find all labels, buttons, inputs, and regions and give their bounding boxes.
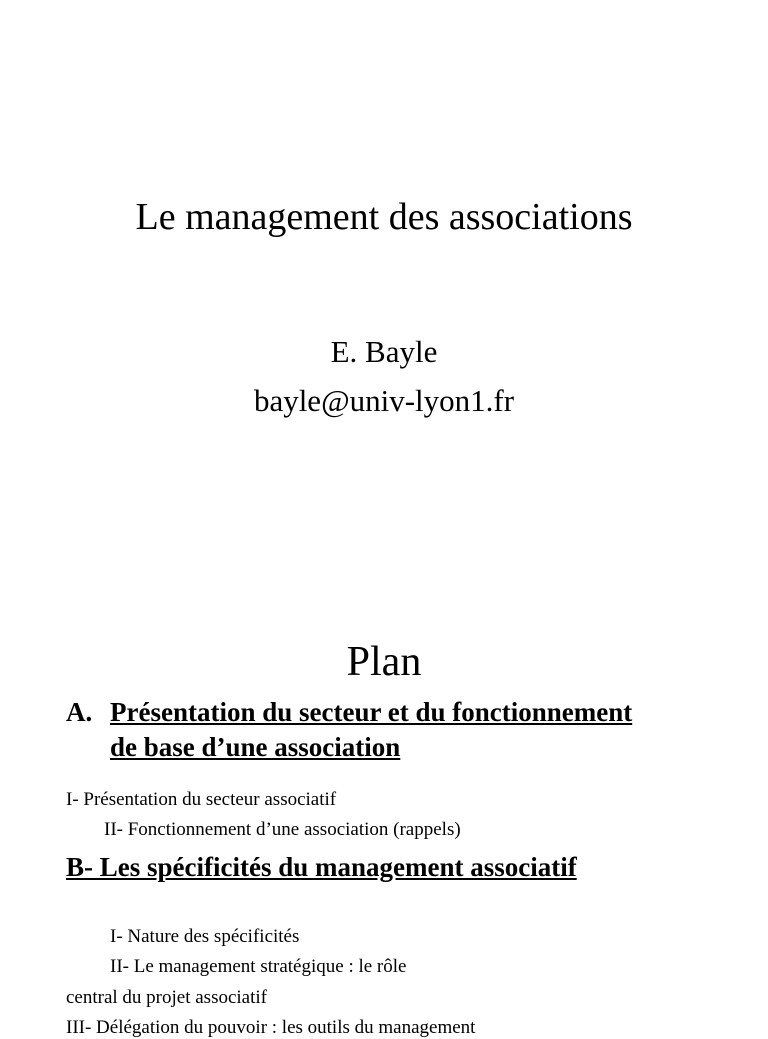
section-a-item-1: I- Présentation du secteur associatif (66, 789, 337, 810)
section-a-heading-line-2: de base d’une association (110, 732, 401, 762)
plan-slide (0, 590, 768, 1038)
section-b-item-2-continued: central du projet associatif (66, 987, 268, 1008)
author-email: bayle@univ-lyon1.fr (253, 383, 515, 418)
section-b-heading: B- Les spécificités du management associatif (66, 852, 577, 882)
section-a-item-2: II- Fonctionnement d’une association (rappels) (104, 819, 461, 840)
section-a-marker: A. (66, 697, 93, 727)
section-b-item-2: II- Le management stratégique : le rôle (110, 956, 407, 977)
section-b-item-3: III- Délégation du pouvoir : les outils du management (66, 1017, 476, 1038)
document-title: Le management des associations (135, 196, 633, 238)
section-b-item-1: I- Nature des spécificités (110, 926, 300, 947)
author-name: E. Bayle (330, 334, 438, 369)
plan-title: Plan (346, 639, 422, 685)
section-a-heading-line-1: Présentation du secteur et du fonctionnement (110, 697, 633, 727)
